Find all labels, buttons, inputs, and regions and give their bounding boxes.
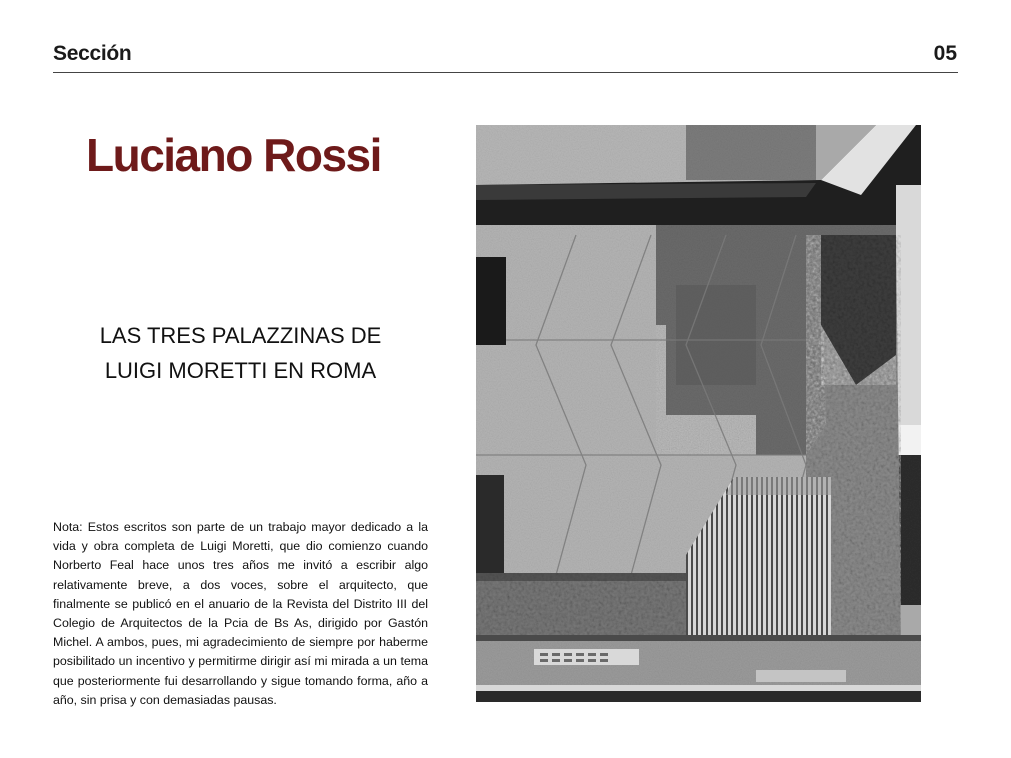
header-divider (53, 72, 958, 73)
section-label: Sección (53, 42, 132, 65)
page-number: 05 (933, 42, 957, 65)
article-title-line-1: LAS TRES PALAZZINAS DE (99, 323, 382, 348)
author-name: Luciano Rossi (86, 129, 381, 181)
building-facade-photo (476, 125, 921, 702)
article-title (53, 318, 428, 388)
article-title-line-2: LUIGI MORETTI EN ROMA (104, 358, 377, 383)
article-note: Nota: Estos escritos son parte de un trabajo mayor dedicado a la vida y obra completa de Luigi Moretti, que dio comienzo cuando Norberto Feal hace unos tres años me invitó a escribir algo relativamente breve, a dos voces, sobre el arquitecto, que finalmente se publicó en el anuario de la Revista del Distrito III del Colegio de Arquitectos de la Pcia de Bs As, dirigido por Gastón Michel. A ambos, pues, mi agradecimiento de siempre por haberme posibilitado un incentivo y permitirme dirigir así mi mirada a un tema que posteriormente fui desarrollando y sigue tomando forma, año a año, sin prisa y con demasiadas pausas. (53, 520, 428, 707)
